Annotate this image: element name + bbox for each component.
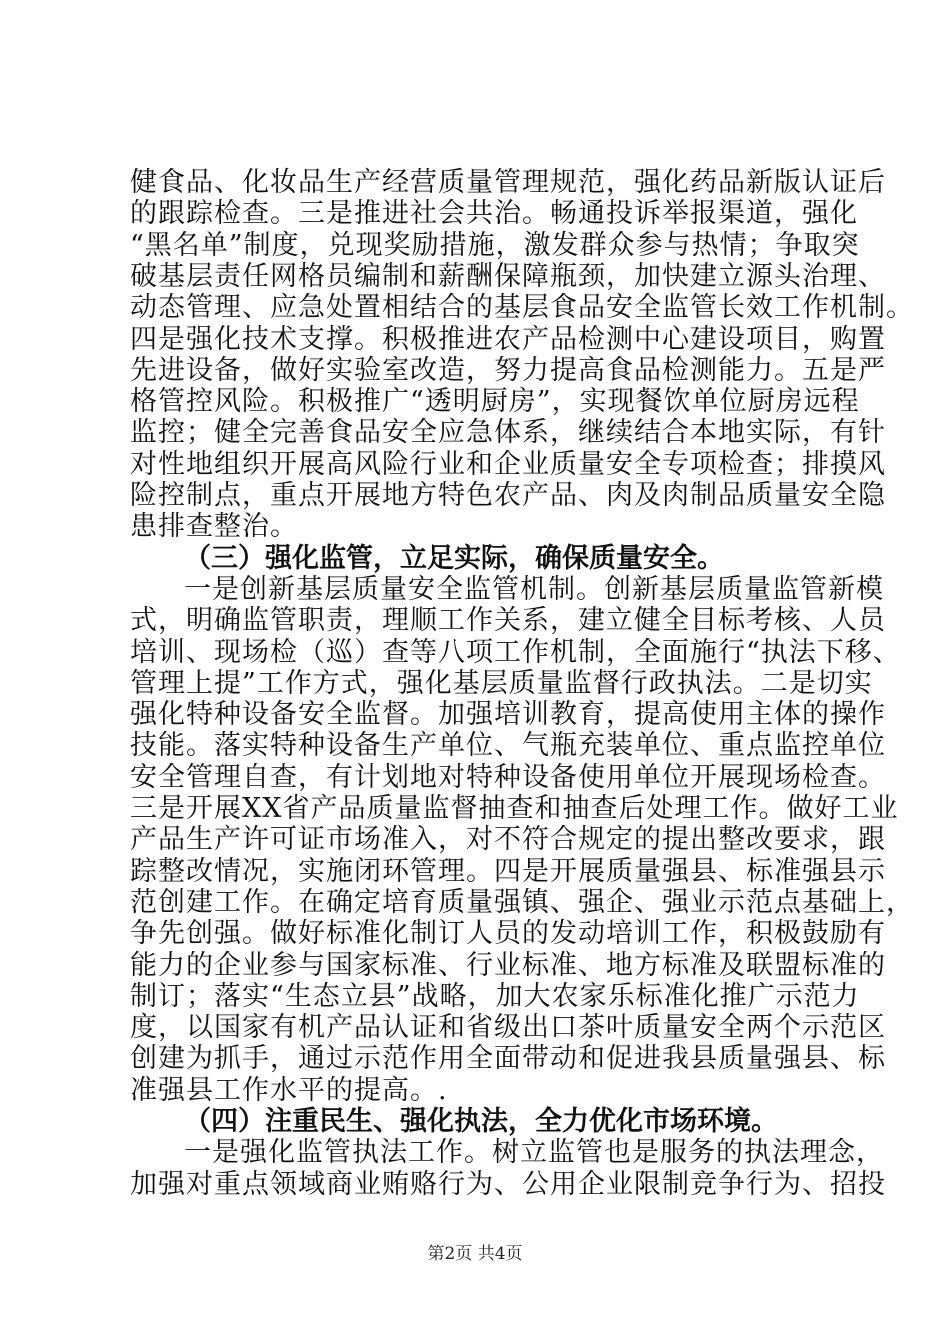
text-line: 对性地组织开展高风险行业和企业质量安全专项检查；排摸风 bbox=[130, 448, 886, 480]
text-line: 患排查整治。 bbox=[130, 511, 298, 543]
text-line: 监控；健全完善食品安全应急体系，继续结合本地实际，有针 bbox=[130, 417, 886, 449]
text-line: 一是强化监管执法工作。树立监管也是服务的执法理念， bbox=[184, 1137, 884, 1169]
text-line: 安全管理自查，有计划地对特种设备使用单位开展现场检查。 bbox=[130, 761, 886, 793]
text-line: 培训、现场检（巡）查等八项工作机制，全面施行“执法下移、 bbox=[130, 636, 901, 668]
text-line: 能力的企业参与国家标准、行业标准、地方标准及联盟标准的 bbox=[130, 949, 886, 981]
text-line: 创建为抓手，通过示范作用全面带动和促进我县质量强县、标 bbox=[130, 1043, 886, 1075]
page-footer: 第2页 共4页 bbox=[427, 1244, 523, 1264]
text-line: 争先创强。做好标准化制订人员的发动培训工作，积极鼓励有 bbox=[130, 918, 886, 950]
text-line: 踪整改情况，实施闭环管理。四是开展质量强县、标准强县示 bbox=[130, 855, 886, 887]
text-line: “黑名单”制度，兑现奖励措施，激发群众参与热情；争取突 bbox=[130, 229, 860, 261]
text-line: 管理上提”工作方式，强化基层质量监督行政执法。二是切实 bbox=[130, 667, 873, 699]
text-line: 加强对重点领域商业贿赂行为、公用企业限制竞争行为、招投 bbox=[130, 1168, 886, 1200]
text-line: 强化特种设备安全监督。加强培训教育，提高使用主体的操作 bbox=[130, 699, 886, 731]
text-line: 的跟踪检查。三是推进社会共治。畅通投诉举报渠道，强化 bbox=[130, 198, 858, 230]
text-line: 四是强化技术支撑。积极推进农产品检测中心建设项目，购置 bbox=[130, 323, 886, 355]
text-line: 准强县工作水平的提高。. bbox=[130, 1074, 448, 1106]
text-line: 一是创新基层质量安全监管机制。创新基层质量监管新模 bbox=[184, 573, 884, 605]
text-line: 式，明确监管职责，理顺工作关系，建立健全目标考核、人员 bbox=[130, 605, 886, 637]
text-line: 三是开展XX省产品质量监督抽查和抽查后处理工作。做好工业 bbox=[130, 793, 899, 824]
text-line: 产品生产许可证市场准入，对不符合规定的提出整改要求，跟 bbox=[130, 824, 886, 856]
text-line: 动态管理、应急处置相结合的基层食品安全监管长效工作机制。 bbox=[130, 292, 914, 324]
text-line: 度，以国家有机产品认证和省级出口茶叶质量安全两个示范区 bbox=[130, 1012, 886, 1044]
text-line: 格管控风险。积极推广“透明厨房”，实现餐饮单位厨房远程 bbox=[130, 386, 860, 418]
text-line: 健食品、化妆品生产经营质量管理规范，强化药品新版认证后 bbox=[130, 167, 886, 198]
text-line: 险控制点，重点开展地方特色农产品、肉及肉制品质量安全隐 bbox=[130, 480, 886, 511]
text-line: 制订；落实“生态立县”战略，加大农家乐标准化推广示范力 bbox=[130, 980, 860, 1012]
text-line: 范创建工作。在确定培育质量强镇、强企、强业示范点基础上， bbox=[130, 886, 914, 918]
text-line: 破基层责任网格员编制和薪酬保障瓶颈，加快建立源头治理、 bbox=[130, 260, 886, 292]
section-heading-3: （三）强化监管，立足实际，确保质量安全。 bbox=[184, 542, 724, 574]
text-line: 先进设备，做好实验室改造，努力提高食品检测能力。五是严 bbox=[130, 354, 886, 386]
text-line: 技能。落实特种设备生产单位、气瓶充装单位、重点监控单位 bbox=[130, 730, 886, 762]
section-heading-4: （四）注重民生、强化执法，全力优化市场环境。 bbox=[184, 1106, 778, 1137]
